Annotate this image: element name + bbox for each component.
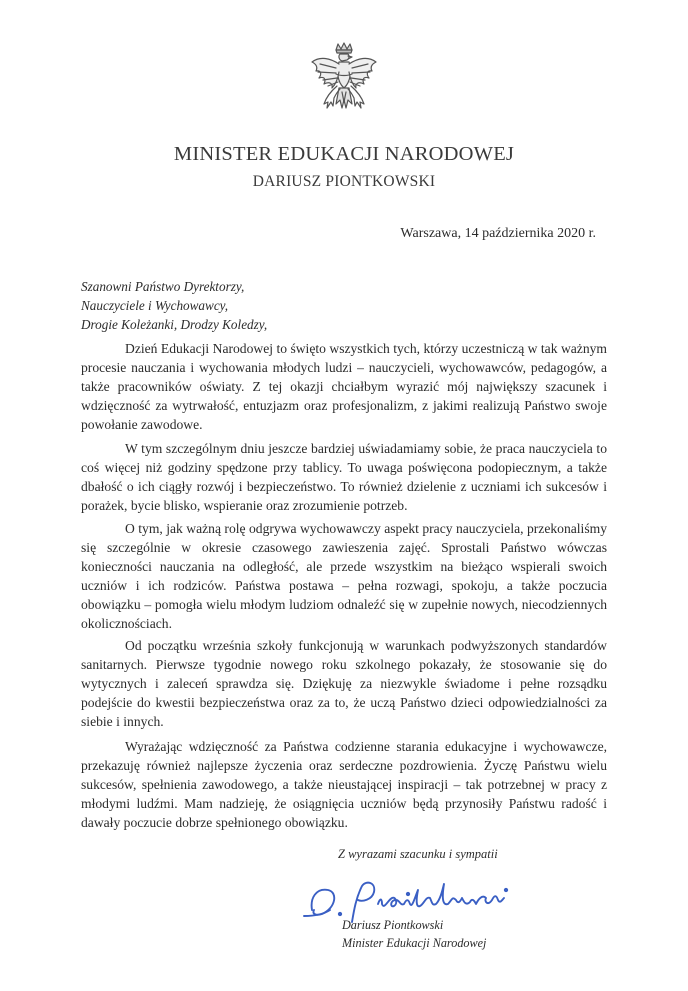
- letter-date: Warszawa, 14 października 2020 r.: [400, 226, 596, 241]
- body-paragraph: Od początku września szkoły funkcjonują w warunkach podwyższonych standardów sanitarnych. Pierwsze tygodnie nowego roku szkolnego pokazały, że stosowanie się do wytycznych i zaleceń sprawdza się. Dziękuję za niezwykle świadome i pełne rozsądku podejście do kwestii bezpieczeństwa oraz za to, że uczą Państwo dzieci odpowiedzialności za siebie i innych.: [81, 638, 607, 729]
- closing-phrase: Z wyrazami szacunku i sympatii: [338, 847, 498, 861]
- white-eagle-emblem-icon: [306, 42, 382, 134]
- body-paragraph: O tym, jak ważną rolę odgrywa wychowawczy aspekt pracy nauczyciela, przekonaliśmy się szczególnie w okresie czasowego zawieszenia zajęć. Sprostali Państwo wówczas konieczności nauczania na odległość, ale przede wszystkim na bieżąco wspierali swoich uczniów i ich rodziców. Państwa postawa – pełna rozwagi, spokoju, a także poczucia obowiązku – pomogła wielu młodym ludziom odnaleźć się w zupełnie nowych, niecodziennych okolicznościach.: [81, 521, 607, 631]
- minister-title: MINISTER EDUKACJI NARODOWEJ: [173, 143, 515, 165]
- body-paragraph: Wyrażając wdzięczność za Państwa codzienne starania edukacyjne i wychowawcze, przekazuję również najlepsze życzenia oraz serdeczne pozdrowienia. Życzę Państwu wielu sukcesów, spełnienia zawodowego, a także nieustającej inspiracji – tak potrzebnej w pracy z młodymi ludźmi. Mam nadzieję, że osiągnięcia uczniów będą przynosiły Państwu radość i dawały poczucie dobrze spełnionego obowiązku.: [81, 739, 607, 830]
- salutation: [81, 277, 267, 334]
- salutation-line: Nauczyciele i Wychowawcy,: [81, 298, 229, 313]
- minister-name-header: DARIUSZ PIONTKOWSKI: [252, 173, 436, 190]
- body-paragraph: W tym szczególnym dniu jeszcze bardziej uświadamiamy sobie, że praca nauczyciela to coś więcej niż godziny spędzone przy tablicy. To uwaga poświęcona podopiecznym, a także dbałość o ich ciągły rozwój i bezpieczeństwo. To również dzielenie z uczniami ich sukcesów i porażek, bycie blisko, wspieranie oraz zrozumienie potrzeb.: [81, 441, 607, 513]
- signer-name: Dariusz Piontkowski: [342, 918, 444, 932]
- body-paragraph: Dzień Edukacji Narodowej to święto wszystkich tych, którzy uczestniczą w tak ważnym procesie nauczania i wychowania młodych ludzi – nauczycieli, wychowawców, pedagogów, a także pracowników oświaty. Z tej okazji chciałbym wyrazić mój największy szacunek i wdzięczność za wytrwałość, entuzjazm oraz profesjonalizm, z jakimi realizują Państwo swoje powołanie zawodowe.: [81, 341, 607, 432]
- salutation-line: Drogie Koleżanki, Drodzy Koledzy,: [81, 317, 268, 332]
- salutation-line: Szanowni Państwo Dyrektorzy,: [81, 279, 245, 294]
- signer-title: Minister Edukacji Narodowej: [342, 936, 487, 950]
